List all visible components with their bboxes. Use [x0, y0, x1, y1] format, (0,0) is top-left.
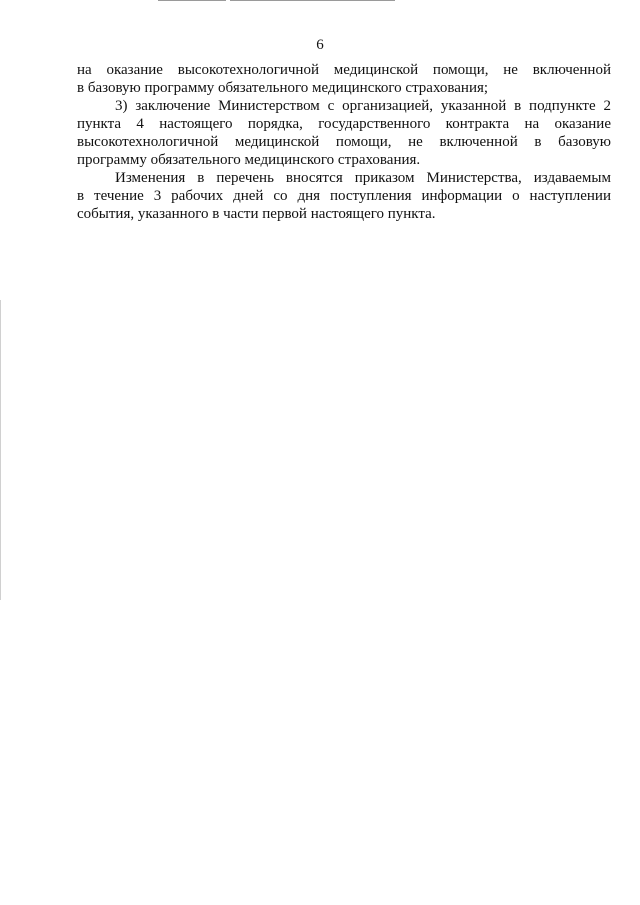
scan-edge-shadow: [0, 300, 1, 600]
text-line: программу обязательного медицинского страхования.: [77, 152, 421, 168]
text-line: Изменения в перечень вносятся приказом Министерства, издаваемым: [115, 170, 611, 186]
text-line: на оказание высокотехнологичной медицинской помощи, не включенной: [77, 62, 611, 78]
paragraph-changes: [77, 169, 611, 223]
text-line: в течение 3 рабочих дней со дня поступления информации о наступлении: [77, 188, 611, 204]
text-line: пункта 4 настоящего порядка, государственного контракта на оказание: [77, 116, 611, 132]
paragraph-item-3: [77, 97, 611, 169]
document-body: [77, 61, 611, 223]
scan-artifact-line: [158, 0, 226, 1]
scan-artifact-line: [230, 0, 395, 1]
text-line: в базовую программу обязательного медицинского страхования;: [77, 80, 489, 96]
text-line: высокотехнологичной медицинской помощи, не включенной в базовую: [77, 134, 611, 150]
text-line: события, указанного в части первой настоящего пункта.: [77, 206, 436, 222]
page-number: 6: [316, 37, 324, 53]
text-line: 3) заключение Министерством с организацией, указанной в подпункте 2: [115, 98, 611, 114]
paragraph-continuation: [77, 61, 611, 97]
